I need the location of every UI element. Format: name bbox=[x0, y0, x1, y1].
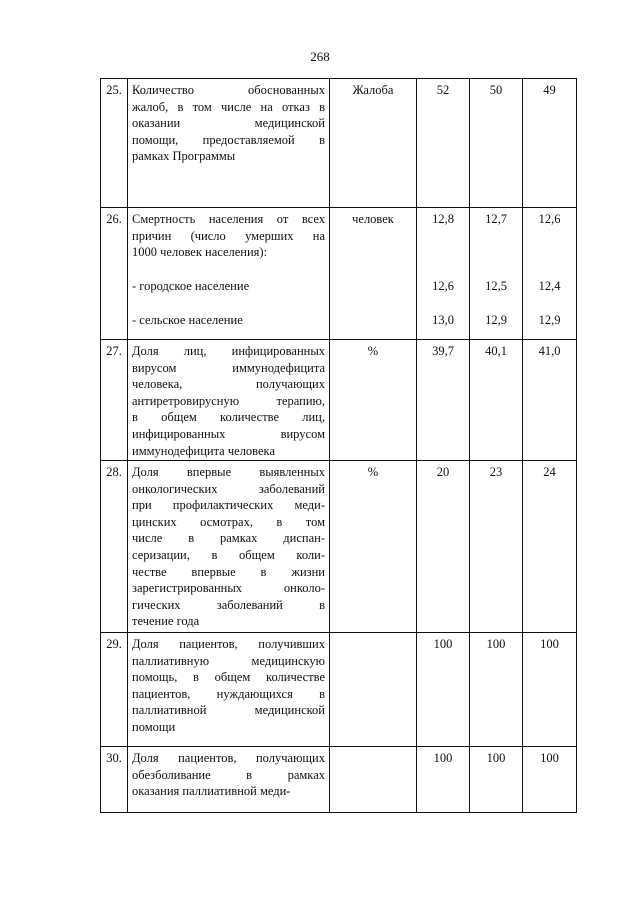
indicator-name bbox=[128, 208, 330, 340]
value-main: 39,7 bbox=[432, 344, 454, 358]
value-year-1 bbox=[417, 461, 470, 633]
row-number: 26. bbox=[101, 208, 128, 340]
indicator-name-line: онкологических заболеваний bbox=[132, 481, 325, 496]
indicator-name-line: паллиативную медицинскую bbox=[132, 653, 325, 668]
indicator-name-line: гических заболеваний в bbox=[132, 597, 325, 612]
indicator-name-line: рамках Программы bbox=[132, 149, 236, 164]
indicator-name-line: оказания паллиативной меди- bbox=[132, 784, 291, 799]
indicator-name-line: человека, получающих bbox=[132, 377, 325, 392]
indicator-name-line: помощи bbox=[132, 719, 176, 734]
value-year-2 bbox=[470, 747, 523, 813]
indicator-name-line: помощь, в общем количестве bbox=[132, 670, 325, 685]
value-main: 40,1 bbox=[485, 344, 507, 358]
sub-indicator-label: - сельское население bbox=[132, 313, 243, 327]
indicator-name-line: Доля впервые выявленных bbox=[132, 465, 325, 479]
value-main: 23 bbox=[489, 465, 503, 479]
value-year-3 bbox=[523, 461, 577, 633]
indicator-name bbox=[128, 79, 330, 208]
row-number: 27. bbox=[101, 340, 128, 461]
value-year-1 bbox=[417, 208, 470, 340]
table-row bbox=[101, 340, 577, 461]
table-row bbox=[101, 747, 577, 813]
row-number: 28. bbox=[101, 461, 128, 633]
indicator-name-line: в общем количестве лиц, bbox=[132, 410, 325, 425]
value-year-2 bbox=[470, 633, 523, 747]
indicator-name-line: антиретровирусную терапию, bbox=[132, 393, 325, 408]
indicator-name-line: паллиативной медицинской bbox=[132, 703, 325, 718]
indicator-name-line: Доля лиц, инфицированных bbox=[132, 344, 325, 358]
value-year-3 bbox=[523, 79, 577, 208]
indicator-name-line: Доля пациентов, получивших bbox=[132, 637, 325, 651]
indicator-name-line: инфицированных вирусом bbox=[132, 426, 325, 441]
value-year-2 bbox=[470, 79, 523, 208]
indicator-name-line: вирусом иммунодефицита bbox=[132, 360, 325, 375]
value-main: 100 bbox=[433, 637, 453, 651]
value-year-2 bbox=[470, 340, 523, 461]
indicator-name-line: иммунодефицита человека bbox=[132, 443, 275, 458]
indicator-name-line: жалоб, в том числе на отказ в bbox=[132, 99, 325, 114]
indicator-name-line: причин (число умерших на bbox=[132, 228, 325, 243]
value-main: 100 bbox=[540, 751, 559, 765]
table-row bbox=[101, 208, 577, 340]
indicators-table bbox=[100, 78, 577, 813]
sub-indicator-value: 13,0 bbox=[432, 313, 454, 327]
sub-indicator-value: 12,4 bbox=[538, 279, 561, 293]
indicator-name bbox=[128, 461, 330, 633]
value-main: 12,8 bbox=[432, 212, 454, 226]
indicator-name bbox=[128, 633, 330, 747]
value-main: 50 bbox=[489, 83, 503, 97]
value-main: 100 bbox=[540, 637, 559, 651]
value-year-2 bbox=[470, 461, 523, 633]
indicator-name-line: оказании медицинской bbox=[132, 116, 325, 131]
row-number: 30. bbox=[101, 747, 128, 813]
value-year-3 bbox=[523, 633, 577, 747]
indicator-name-line: Количество обоснованных bbox=[132, 83, 325, 97]
table-row bbox=[101, 633, 577, 747]
value-year-1 bbox=[417, 633, 470, 747]
value-main: 20 bbox=[436, 465, 450, 479]
value-main: 12,6 bbox=[538, 212, 561, 226]
value-main: 12,7 bbox=[485, 212, 507, 226]
value-year-3 bbox=[523, 208, 577, 340]
value-main: 52 bbox=[436, 83, 450, 97]
unit-of-measure: Жалоба bbox=[330, 79, 417, 208]
value-year-3 bbox=[523, 747, 577, 813]
unit-of-measure: % bbox=[330, 461, 417, 633]
indicator-name-line: честве впервые в жизни bbox=[132, 564, 325, 579]
indicator-name-line: обезболивание в рамках bbox=[132, 767, 325, 782]
sub-indicator-value: 12,9 bbox=[538, 313, 561, 327]
value-main: 41,0 bbox=[538, 344, 561, 358]
value-year-1 bbox=[417, 79, 470, 208]
indicator-name bbox=[128, 340, 330, 461]
value-main: 100 bbox=[433, 751, 453, 765]
indicator-name-line: зарегистрированных онколо- bbox=[132, 581, 325, 596]
value-main: 100 bbox=[486, 637, 506, 651]
value-year-1 bbox=[417, 340, 470, 461]
indicator-name-line: течение года bbox=[132, 614, 200, 629]
indicator-name-line: цинских осмотрах, в том bbox=[132, 514, 325, 529]
table-row bbox=[101, 79, 577, 208]
indicator-name-line: пациентов, нуждающихся в bbox=[132, 686, 325, 701]
row-number: 25. bbox=[101, 79, 128, 208]
sub-indicator-value: 12,5 bbox=[485, 279, 507, 293]
indicator-name-line: при профилактических меди- bbox=[132, 498, 325, 513]
value-year-3 bbox=[523, 340, 577, 461]
table-row bbox=[101, 461, 577, 633]
unit-of-measure bbox=[330, 633, 417, 747]
row-number: 29. bbox=[101, 633, 128, 747]
value-main: 24 bbox=[543, 465, 556, 479]
indicator-name-line: 1000 человек населения): bbox=[132, 245, 268, 260]
indicators-table-body bbox=[101, 79, 577, 813]
indicator-name-line: числе в рамках диспан- bbox=[132, 531, 325, 546]
value-main: 49 bbox=[543, 83, 556, 97]
sub-indicator-label: - городское население bbox=[132, 279, 250, 293]
unit-of-measure bbox=[330, 747, 417, 813]
indicator-name-line: Доля пациентов, получающих bbox=[132, 751, 325, 765]
unit-of-measure: % bbox=[330, 340, 417, 461]
sub-indicator-value: 12,9 bbox=[485, 313, 507, 327]
value-year-2 bbox=[470, 208, 523, 340]
page-number: 268 bbox=[310, 49, 330, 64]
sub-indicator-value: 12,6 bbox=[432, 279, 454, 293]
value-main: 100 bbox=[486, 751, 506, 765]
unit-of-measure: человек bbox=[330, 208, 417, 340]
indicator-name-line: помощи, предоставляемой в bbox=[132, 132, 325, 147]
indicator-name-line: серизации, в общем коли- bbox=[132, 547, 325, 562]
indicator-name bbox=[128, 747, 330, 813]
value-year-1 bbox=[417, 747, 470, 813]
indicator-name-line: Смертность населения от всех bbox=[132, 212, 325, 226]
